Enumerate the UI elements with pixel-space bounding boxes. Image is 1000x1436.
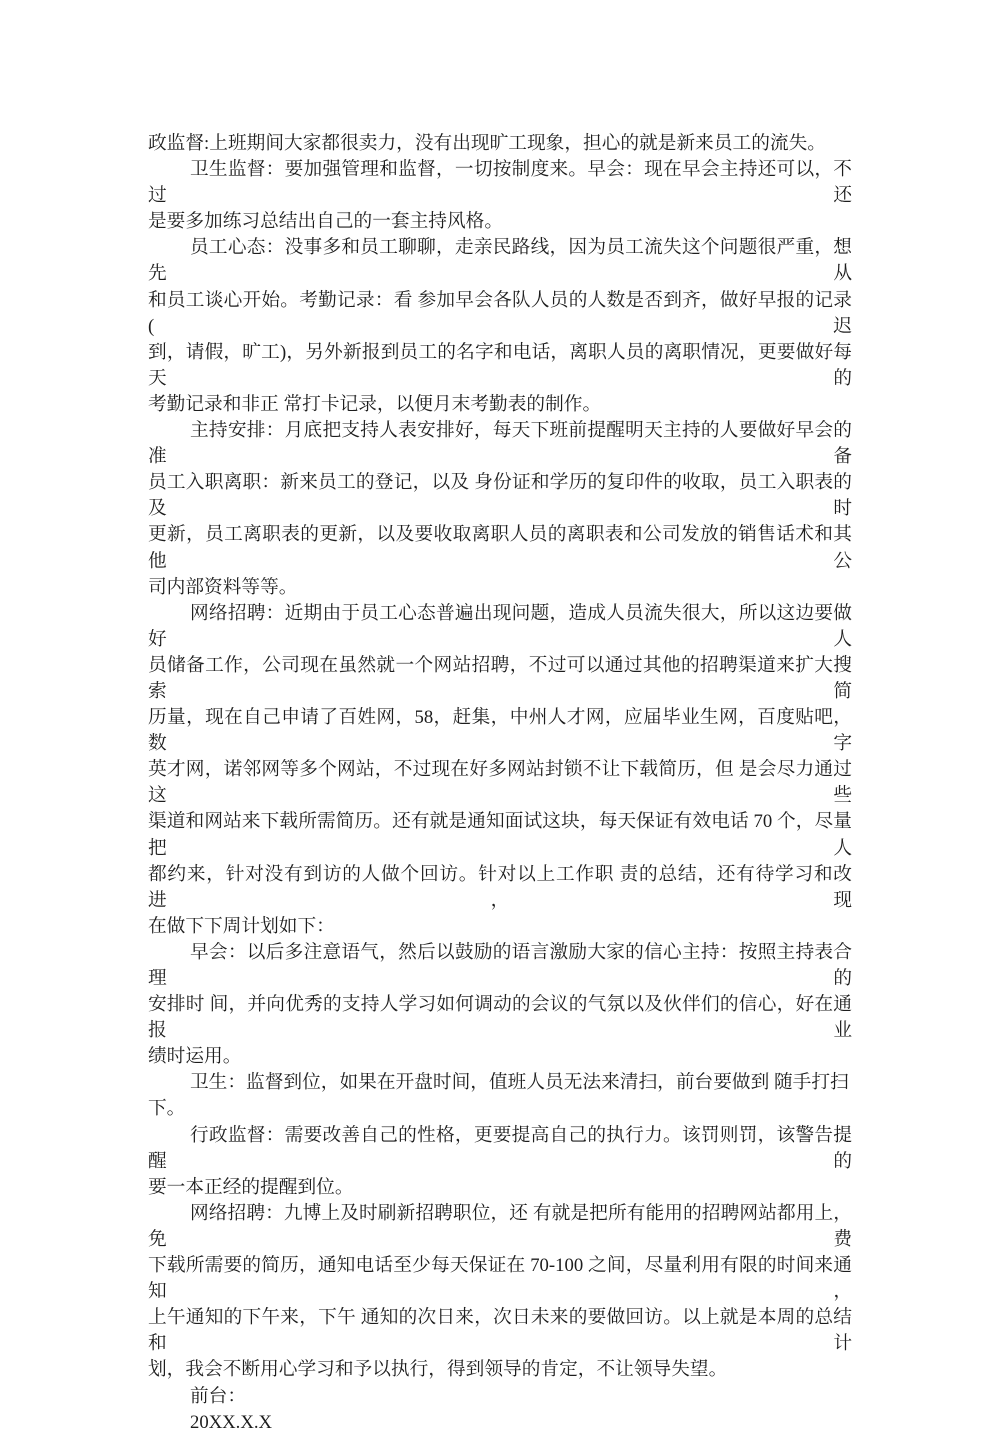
text-line: 到，请假，旷工)，另外新报到员工的名字和电话，离职人员的离职情况，更要做好每天的	[148, 341, 852, 389]
text-line: 英才网，诺邻网等多个网站，不过现在好多网站封锁不让下载简历，但 是会尽力通过这些	[148, 759, 852, 807]
text-line: 渠道和网站来下载所需简历。还有就是通知面试这块，每天保证有效电话 70 个，尽量把人	[148, 811, 852, 859]
text-line: 在做下下周计划如下：	[148, 915, 335, 937]
text-line: 前台：	[190, 1385, 247, 1407]
text-line: 和员工谈心开始。考勤记录：看 参加早会各队人员的人数是否到齐，做好早报的记录(迟	[148, 289, 852, 337]
text-line: 卫生：监督到位，如果在开盘时间，值班人员无法来清扫，前台要做到 随手打扫下。	[148, 1072, 849, 1120]
text-line: 是要多加练习总结出自己的一套主持风格。	[148, 211, 504, 233]
text-line: 要一本正经的提醒到位。	[148, 1176, 354, 1198]
text-line: 历量，现在自己申请了百姓网，58，赶集，中州人才网，应届毕业生网，百度贴吧，数字	[148, 707, 852, 755]
text-line: 上午通知的下午来，下午 通知的次日来，次日未来的要做回访。以上就是本周的总结和计	[148, 1307, 852, 1355]
text-line: 主持安排：月底把支持人表安排好，每天下班前提醒明天主持的人要做好早会的准备	[148, 420, 852, 468]
text-line: 更新，员工离职表的更新，以及要收取离职人员的离职表和公司发放的销售话术和其他公	[148, 524, 852, 572]
text-line: 员工入职离职：新来员工的登记，以及 身份证和学历的复印件的收取，员工入职表的及时	[148, 472, 852, 520]
text-line: 网络招聘：九博上及时刷新招聘职位，还 有就是把所有能用的招聘网站都用上，免费	[148, 1202, 852, 1250]
text-line: 政监督:上班期间大家都很卖力，没有出现旷工现象，担心的就是新来员工的流失。	[148, 133, 826, 154]
text-line: 划，我会不断用心学习和予以执行，得到领导的肯定，不让领导失望。	[148, 1359, 728, 1381]
text-line: 安排时 间，并向优秀的支持人学习如何调动的会议的气氛以及伙伴们的信心，好在通报业	[148, 994, 852, 1042]
text-line: 早会：以后多注意语气，然后以鼓励的语言激励大家的信心主持：按照主持表合理的	[148, 941, 852, 989]
text-line: 行政监督：需要改善自己的性格，更要提高自己的执行力。该罚则罚，该警告提醒的	[148, 1124, 852, 1172]
text-line: 考勤记录和非正 常打卡记录，以便月末考勤表的制作。	[148, 393, 602, 415]
text-line: 下载所需要的简历，通知电话至少每天保证在 70-100 之间，尽量利用有限的时间来通知，	[148, 1255, 852, 1303]
text-line: 都约来，针对没有到访的人做个回访。针对以上工作职 责的总结，还有待学习和改进，现	[148, 863, 852, 911]
document-body	[148, 131, 857, 1436]
text-line: 员工心态：没事多和员工聊聊，走亲民路线，因为员工流失这个问题很严重，想先从	[148, 237, 852, 285]
text-line: 20XX.X.X	[190, 1411, 273, 1433]
text-line: 员储备工作，公司现在虽然就一个网站招聘，不过可以通过其他的招聘渠道来扩大搜索 简	[148, 654, 852, 702]
text-line: 绩时运用。	[148, 1046, 242, 1068]
text-line: 网络招聘：近期由于员工心态普遍出现问题，造成人员流失很大，所以这边要做好人	[148, 602, 852, 650]
text-line: 卫生监督：要加强管理和监督，一切按制度来。早会：现在早会主持还可以，不 过还	[148, 159, 857, 207]
text-line: 司内部资料等等。	[148, 576, 298, 598]
